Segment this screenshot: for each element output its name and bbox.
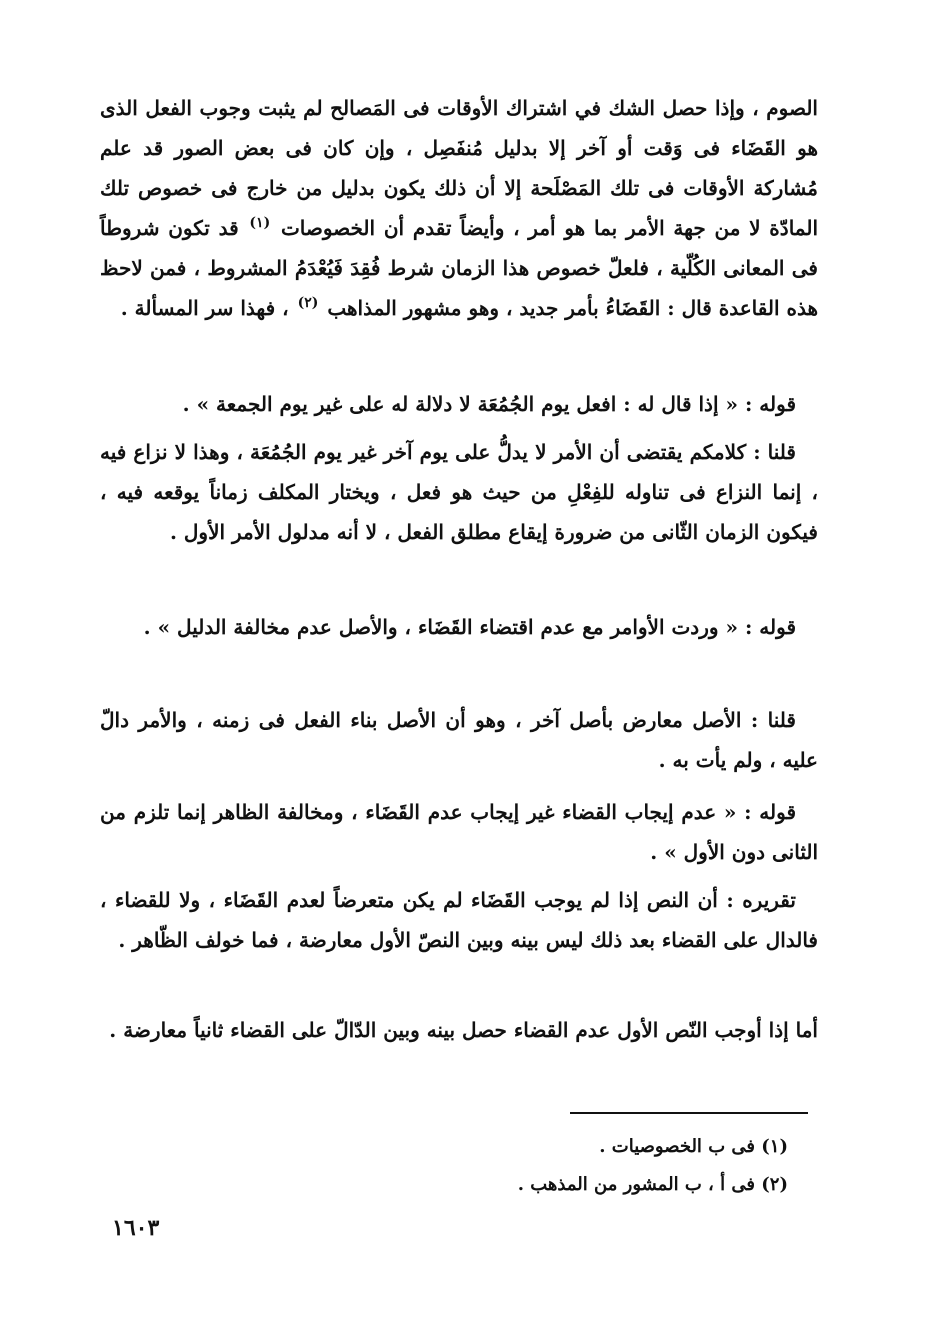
paragraph-6 xyxy=(100,792,818,872)
paragraph-1-text-b: قد تكون شروطاً فى المعانى الكُلّية ، فلعلّ خصوص هذا الزمان شرط فُقِدَ فَيُعْدَمُ المشروط ، فمن لاحظ هذه القاعدة قال : القَضَاءُ بأمر جديد ، وهو مشهور المذاهب xyxy=(100,216,818,320)
paragraph-5 xyxy=(100,700,818,780)
paragraph-1-text-a: الصوم ، وإذا حصل الشك في اشتراك الأوقات فى المَصالح لم يثبت وجوب الفعل الذى هو القَضَاء فى وَقت أو آخر إلا بدليل مُنفَصِل ، وإن كان فى بعض الصور قد علم مُشاركة الأوقات فى تلك المَصْلَحة إلا أن ذلك يكون بدليل من خارج فى خصوص تلك المادّة لا من جهة الأمر بما هو أمر ، وأيضاً تقدم أن الخصوصات xyxy=(100,96,818,240)
paragraph-3 xyxy=(100,432,818,552)
footnote-2: (٢) فى أ ، ب المشور من المذهب . xyxy=(517,1174,788,1195)
paragraph-2-text: قوله : « إذا قال له : افعل يوم الجُمُعَة لا دلالة له على غير يوم الجمعة » . xyxy=(182,392,796,416)
paragraph-1-text-c: ، فهذا سر المسألة . xyxy=(120,296,289,320)
footnote-1: (١) فى ب الخصوصيات . xyxy=(599,1136,788,1157)
footnote-ref-2: (٢) xyxy=(297,295,319,312)
paragraph-7 xyxy=(100,880,818,960)
paragraph-3-text: قلنا : كلامكم يقتضى أن الأمر لا يدلُّ على يوم آخر غير يوم الجُمُعَة ، وهذا لا نزاع فيه ، إنما النزاع فى تناوله للفِعْلِ من حيث هو فعل ، ويختار المكلف زماناً يوقعه فيه ، فيكون الزمان الثّانى من ضرورة إيقاع مطلق الفعل ، لا أنه مدلول الأمر الأول . xyxy=(100,440,818,544)
page-number: ١٦٠٣ xyxy=(112,1215,160,1241)
paragraph-8 xyxy=(100,1010,818,1050)
paragraph-8-text: أما إذا أوجب النّص الأول عدم القضاء حصل بينه وبين الدّالّ على القضاء ثانياً معارضة . xyxy=(109,1018,818,1042)
footnote-ref-1: (١) xyxy=(249,215,271,232)
footnote-divider xyxy=(570,1112,808,1114)
paragraph-2 xyxy=(100,384,818,424)
footnotes xyxy=(300,1128,788,1204)
paragraph-5-text: قلنا : الأصل معارض بأصل آخر ، وهو أن الأصل بناء الفعل فى زمنه ، والأمر دالّ عليه ، ولم يأت به . xyxy=(100,708,818,772)
paragraph-7-text: تقريره : أن النص إذا لم يوجب القَضَاء لم يكن متعرضاً لعدم القَضَاء ، ولا للقضاء ، فالدال على القضاء بعد ذلك ليس بينه وبين النصّ الأول معارضة ، فما خولف الظّاهر . xyxy=(100,888,818,952)
paragraph-6-text: قوله : « عدم إيجاب القضاء غير إيجاب عدم القَضَاء ، ومخالفة الظاهر إنما تلزم من الثانى دون الأول » . xyxy=(100,800,818,864)
paragraph-4-text: قوله : « وردت الأوامر مع عدم اقتضاء القَضَاء ، والأصل عدم مخالفة الدليل » . xyxy=(143,615,796,639)
paragraph-1 xyxy=(100,88,818,328)
paragraph-4 xyxy=(100,607,818,647)
